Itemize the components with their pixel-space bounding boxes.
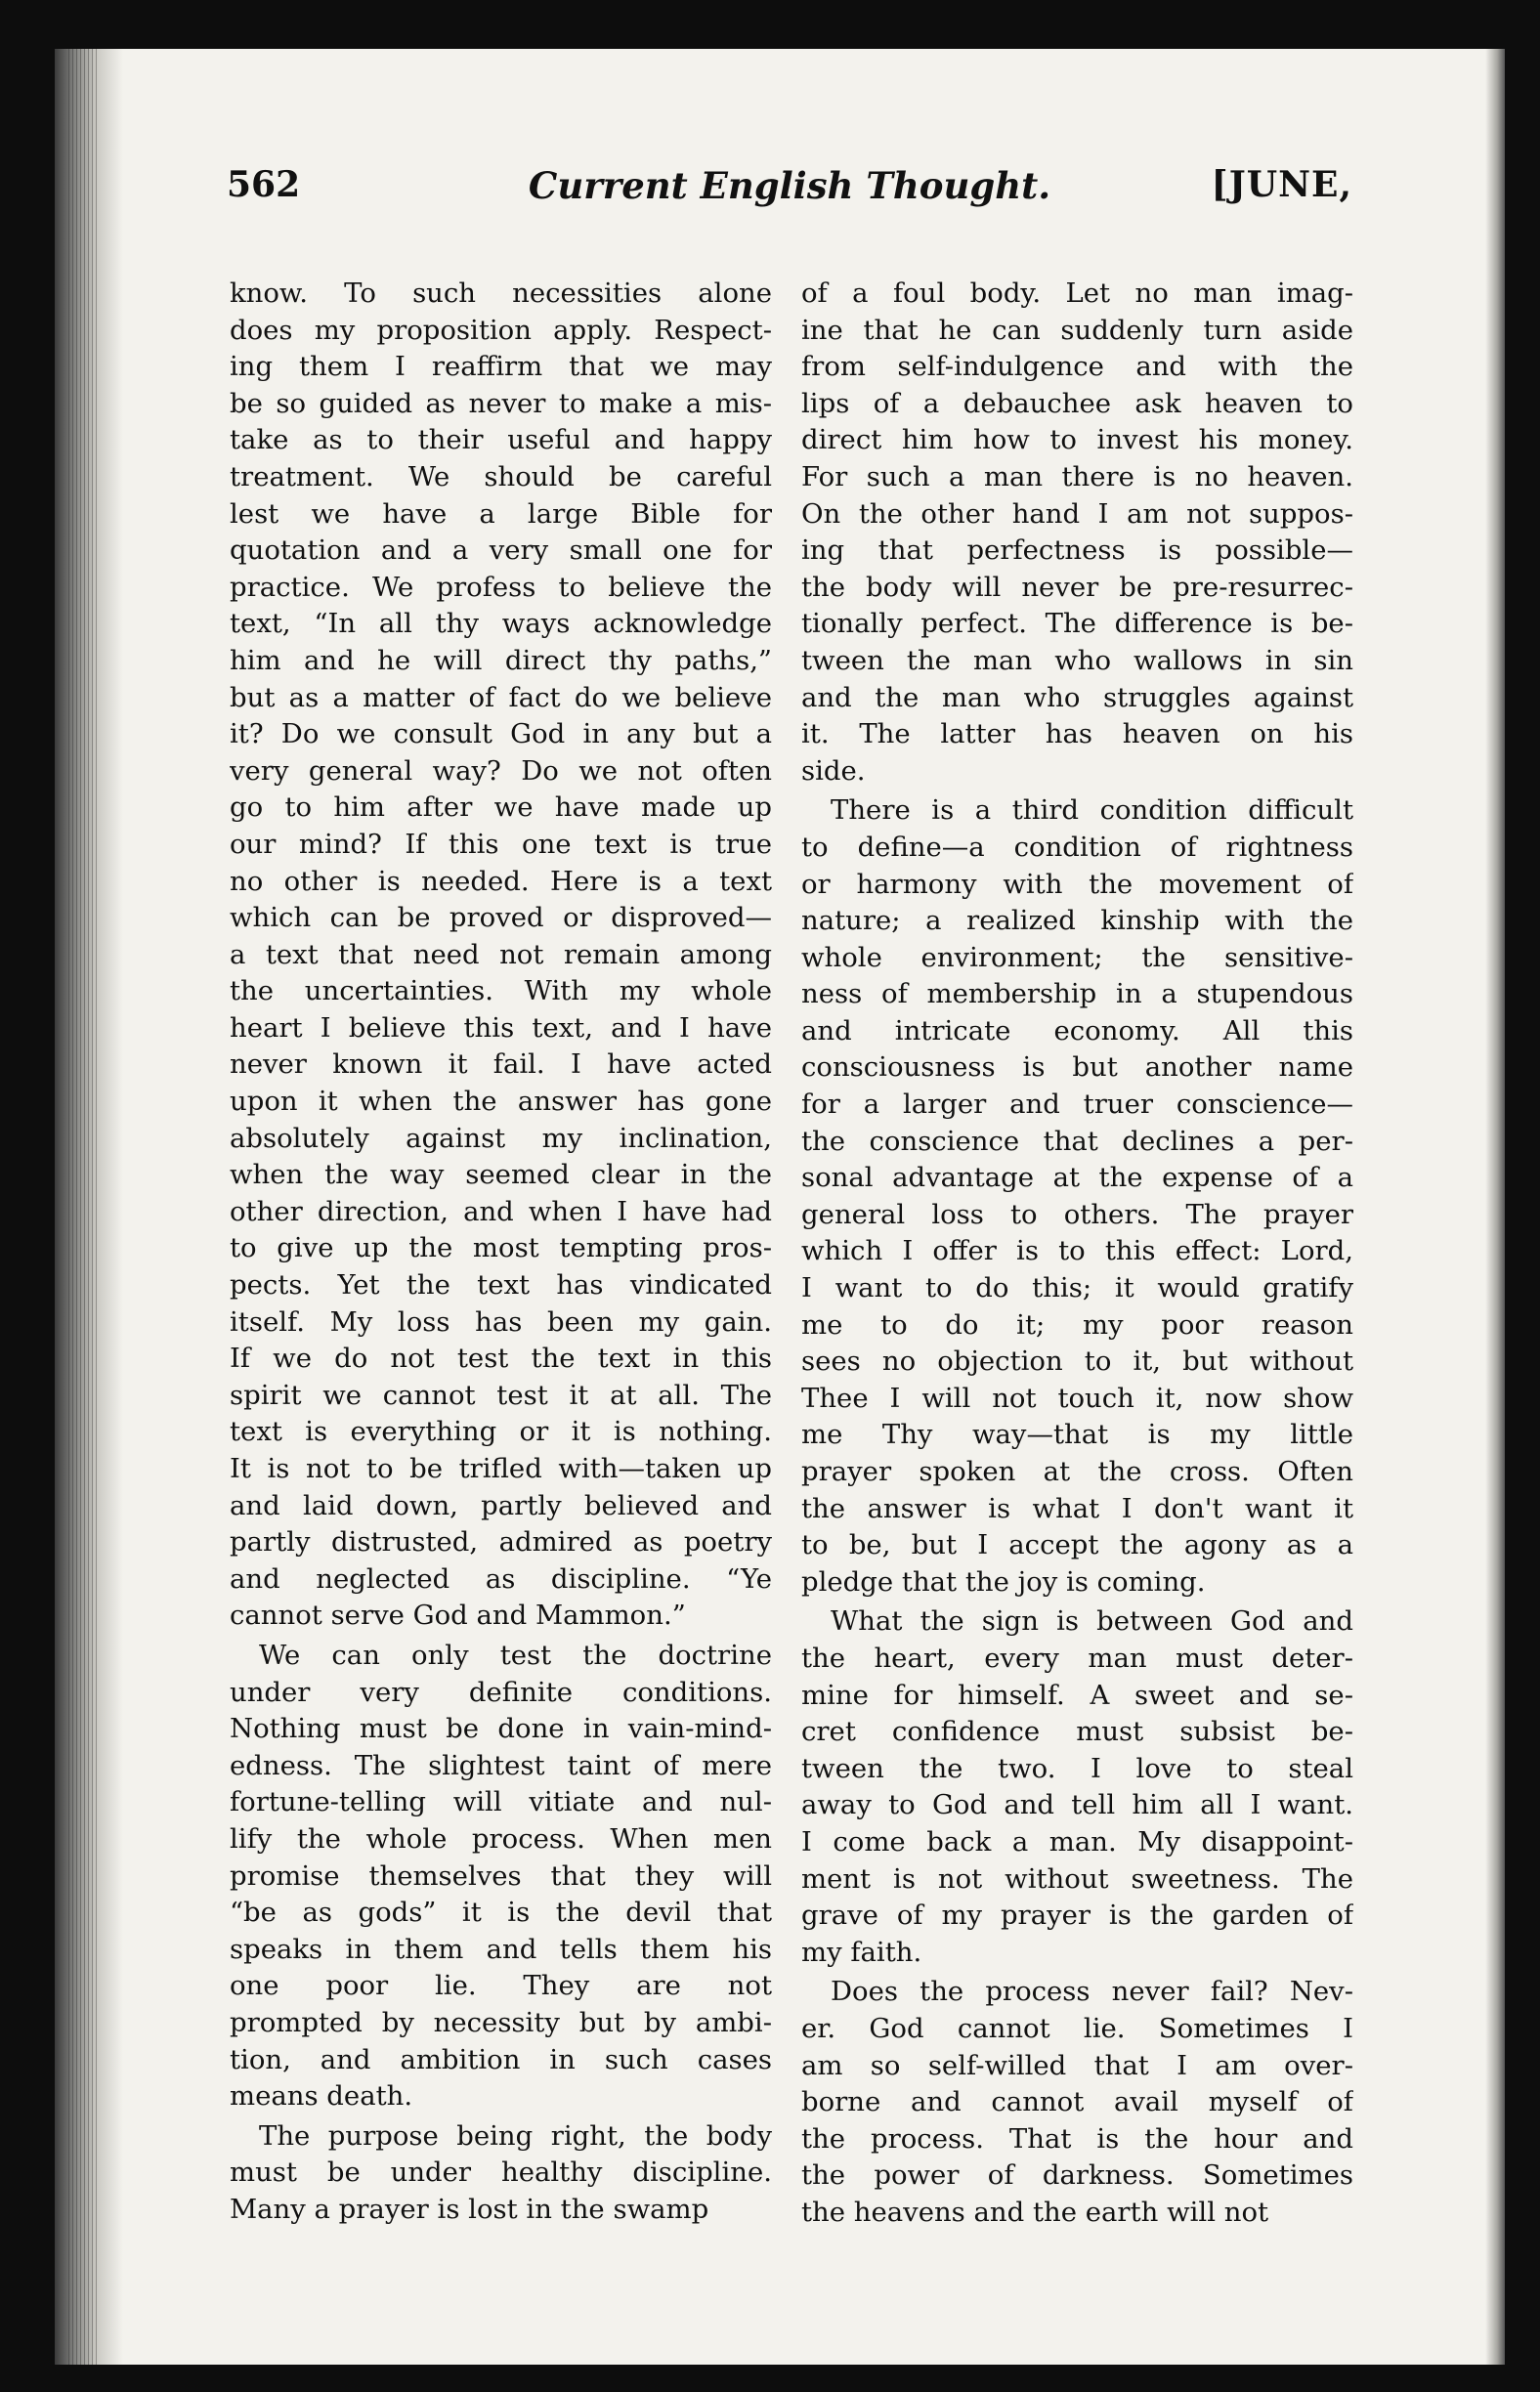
text-line: I want to do this; it would gratify — [801, 1272, 1353, 1304]
text-line: him and he will direct thy paths,” — [230, 644, 772, 676]
paragraph — [801, 1603, 1353, 1971]
paragraph — [230, 276, 772, 1635]
text-line: the conscience that declines a per- — [801, 1125, 1353, 1157]
text-line: does my proposition apply. Respect- — [230, 314, 772, 346]
text-line: for a larger and truer conscience— — [801, 1089, 1353, 1121]
text-line: of a foul body. Let no man imag- — [801, 278, 1353, 309]
text-line: our mind? If this one text is true — [230, 828, 772, 860]
text-line: If we do not test the text in this — [230, 1343, 772, 1375]
text-line: Nothing must be done in vain-mind- — [230, 1713, 772, 1745]
text-line: heart I believe this text, and I have — [230, 1011, 772, 1044]
paragraph — [801, 1974, 1353, 2231]
text-line: There is a third condition difficult — [831, 794, 1353, 827]
text-line: side. — [801, 754, 866, 787]
paragraph — [230, 1638, 772, 2115]
text-line: prompted by necessity but by ambi- — [230, 2006, 772, 2038]
paragraph — [801, 792, 1353, 1601]
text-line: It is not to be trifled with—taken up — [230, 1453, 772, 1484]
text-line: one poor lie. They are not — [230, 1970, 772, 2002]
text-line: direct him how to invest his money. — [801, 424, 1353, 456]
text-line: tween the two. I love to steal — [801, 1752, 1353, 1784]
text-line: cret confidence must subsist be- — [801, 1716, 1353, 1748]
text-line: What the sign is between God and — [831, 1605, 1353, 1638]
text-line: it? Do we consult God in any but a — [230, 718, 772, 750]
paragraph — [230, 2118, 772, 2229]
paragraph — [801, 276, 1353, 790]
text-line: the heart, every man must deter- — [801, 1642, 1353, 1674]
text-line: spirit we cannot test it at all. The — [230, 1379, 772, 1411]
text-line: the uncertainties. With my whole — [230, 975, 772, 1007]
text-line: be so guided as never to make a mis- — [230, 387, 772, 419]
running-title: Current English Thought. — [528, 164, 1051, 207]
text-line: pledge that the joy is coming. — [801, 1565, 1206, 1598]
text-line: text is everything or it is nothing. — [230, 1416, 772, 1448]
text-line: consciousness is but another name — [801, 1051, 1353, 1084]
text-line: my faith. — [801, 1936, 922, 1968]
text-line: the power of darkness. Sometimes — [801, 2159, 1353, 2192]
text-line: speaks in them and tells them his — [230, 1933, 772, 1965]
text-line: ine that he can suddenly turn aside — [801, 314, 1353, 346]
text-line: Thee I will not touch it, now show — [801, 1382, 1353, 1414]
text-line: the body will never be pre-resurrec- — [801, 571, 1353, 603]
text-line: tween the man who wallows in sin — [801, 644, 1353, 676]
text-line: whole environment; the sensitive- — [801, 941, 1353, 973]
text-line: take as to their useful and happy — [230, 424, 772, 456]
text-line: and intricate economy. All this — [801, 1014, 1353, 1046]
text-line: go to him after we have made up — [230, 791, 772, 824]
page-number: 562 — [227, 164, 301, 205]
text-line: tionally perfect. The difference is be- — [801, 608, 1353, 640]
text-line: For such a man there is no heaven. — [801, 460, 1353, 492]
text-line: must be under healthy discipline. — [230, 2157, 772, 2189]
text-line: prayer spoken at the cross. Often — [801, 1456, 1353, 1487]
text-line: the heavens and the earth will not — [801, 2196, 1269, 2228]
text-line: On the other hand I am not suppos- — [801, 497, 1353, 530]
text-line: me Thy way—that is my little — [801, 1419, 1353, 1451]
text-line: me to do it; my poor reason — [801, 1308, 1353, 1341]
text-line: sonal advantage at the expense of a — [801, 1162, 1353, 1194]
text-line: to define—a condition of rightness — [801, 831, 1353, 863]
text-line: promise themselves that they will — [230, 1859, 772, 1892]
text-line: upon it when the answer has gone — [230, 1086, 772, 1118]
text-line: or harmony with the movement of — [801, 868, 1353, 900]
text-line: other direction, and when I have had — [230, 1195, 772, 1227]
text-line: tion, and ambition in such cases — [230, 2043, 772, 2075]
right-edge-shadow — [1485, 49, 1505, 2365]
text-line: absolutely against my inclination, — [230, 1122, 772, 1154]
text-line: ing them I reaffirm that we may — [230, 351, 772, 383]
text-line: itself. My loss has been my gain. — [230, 1305, 772, 1338]
text-line: We can only test the doctrine — [259, 1639, 772, 1671]
text-line: from self-indulgence and with the — [801, 351, 1353, 383]
text-line: fortune-telling will vitiate and nul- — [230, 1786, 772, 1818]
text-column-left — [230, 276, 772, 2228]
text-line: and laid down, partly believed and — [230, 1489, 772, 1521]
text-line: no other is needed. Here is a text — [230, 865, 772, 897]
running-month: [JUNE, — [1211, 164, 1352, 205]
text-line: very general way? Do we not often — [230, 754, 772, 787]
text-line: away to God and tell him all I want. — [801, 1789, 1353, 1821]
text-column-right — [801, 276, 1353, 2231]
text-line: quotation and a very small one for — [230, 534, 772, 567]
text-line: know. To such necessities alone — [230, 278, 772, 309]
text-line: Many a prayer is lost in the swamp — [230, 2193, 709, 2225]
text-line: which I offer is to this effect: Lord, — [801, 1235, 1353, 1267]
text-line: The purpose being right, the body — [259, 2119, 772, 2152]
text-line: general loss to others. The prayer — [801, 1198, 1353, 1230]
text-line: ment is not without sweetness. The — [801, 1862, 1353, 1895]
text-line: ness of membership in a stupendous — [801, 978, 1353, 1010]
text-line: text, “In all thy ways acknowledge — [230, 608, 772, 640]
text-line: under very definite conditions. — [230, 1676, 772, 1708]
text-line: borne and cannot avail myself of — [801, 2086, 1353, 2118]
running-header — [227, 164, 1352, 223]
text-line: practice. We profess to believe the — [230, 571, 772, 603]
text-line: ing that perfectness is possible— — [801, 534, 1353, 567]
text-line: when the way seemed clear in the — [230, 1159, 772, 1191]
text-line: but as a matter of fact do we believe — [230, 681, 772, 713]
text-line: “be as gods” it is the devil that — [230, 1897, 772, 1929]
text-line: am so self-willed that I am over- — [801, 2049, 1353, 2081]
text-line: lips of a debauchee ask heaven to — [801, 387, 1353, 419]
text-line: which can be proved or disproved— — [230, 902, 772, 934]
text-line: and the man who struggles against — [801, 681, 1353, 713]
text-line: it. The latter has heaven on his — [801, 718, 1353, 750]
text-line: mine for himself. A sweet and se- — [801, 1679, 1353, 1711]
page-edges — [68, 49, 98, 2365]
text-line: to give up the most tempting pros- — [230, 1232, 772, 1264]
text-line: pects. Yet the text has vindicated — [230, 1269, 772, 1302]
text-line: a text that need not remain among — [230, 938, 772, 970]
text-line: er. God cannot lie. Sometimes I — [801, 2012, 1353, 2044]
text-line: and neglected as discipline. “Ye — [230, 1562, 772, 1595]
text-line: sees no objection to it, but without — [801, 1346, 1353, 1378]
text-line: I come back a man. My disappoint- — [801, 1825, 1353, 1858]
text-line: nature; a realized kinship with the — [801, 905, 1353, 937]
text-line: cannot serve God and Mammon.” — [230, 1600, 686, 1632]
text-line: to be, but I accept the agony as a — [801, 1529, 1353, 1561]
text-line: means death. — [230, 2080, 413, 2113]
text-line: edness. The slightest taint of mere — [230, 1749, 772, 1781]
text-line: grave of my prayer is the garden of — [801, 1900, 1353, 1932]
text-line: lify the whole process. When men — [230, 1822, 772, 1855]
text-line: partly distrusted, admired as poetry — [230, 1526, 772, 1559]
text-line: the answer is what I don't want it — [801, 1492, 1353, 1524]
text-line: lest we have a large Bible for — [230, 497, 772, 530]
text-line: Does the process never fail? Nev- — [831, 1976, 1353, 2008]
text-line: never known it fail. I have acted — [230, 1048, 772, 1081]
text-line: the process. That is the hour and — [801, 2122, 1353, 2155]
text-line: treatment. We should be careful — [230, 460, 772, 492]
